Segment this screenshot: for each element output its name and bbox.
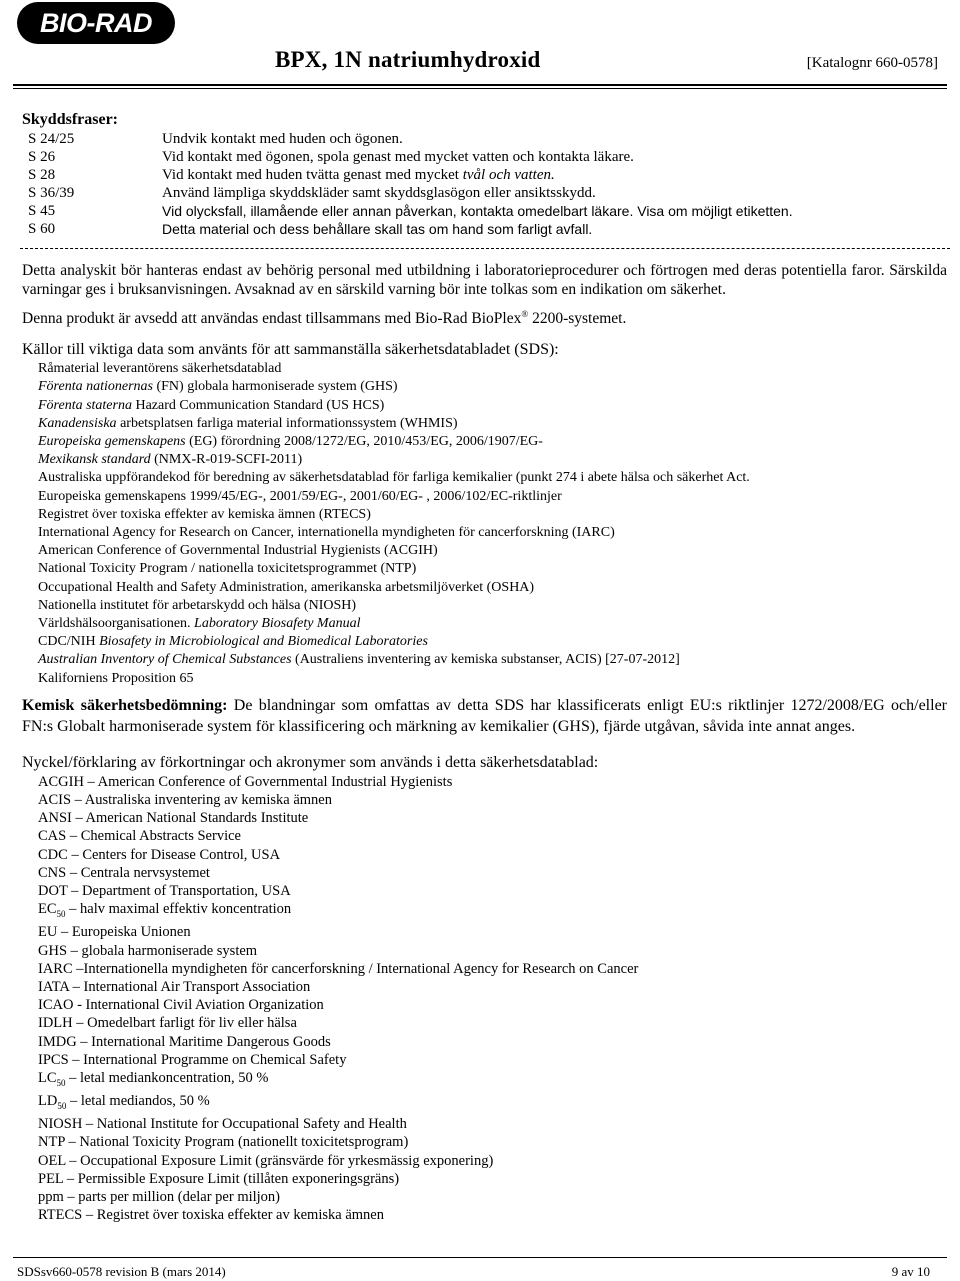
abbreviation-item <box>38 900 947 923</box>
safety-row <box>22 220 947 238</box>
source-text: arbetsplatsen farliga material informationssystem (WHMIS) <box>116 415 458 431</box>
abbreviations-heading: Nyckel/förklaring av förkortningar och akronymer som används i detta säkerhetsdatablad: <box>22 753 599 771</box>
source-italic: Europeiska gemenskapens <box>38 433 186 449</box>
source-item <box>38 433 947 451</box>
abbreviation-item: NIOSH – National Institute for Occupational Safety and Health <box>38 1116 407 1133</box>
abbreviation-item: IPCS – International Programme on Chemical Safety <box>38 1051 347 1068</box>
source-item: Registret över toxiska effekter av kemiska ämnen (RTECS) <box>38 506 371 522</box>
abbr-text: – halv maximal effektiv koncentration <box>65 901 292 918</box>
abbreviation-item: PEL – Permissible Exposure Limit (tillåten exponeringsgräns) <box>38 1170 400 1187</box>
safety-row <box>22 148 947 166</box>
source-item: Nationella institutet för arbetarskydd och hälsa (NIOSH) <box>38 597 357 613</box>
source-item: Occupational Health and Safety Administration, amerikanska arbetsmiljöverket (OSHA) <box>38 579 535 595</box>
safety-code: S 24/25 <box>28 131 75 147</box>
footer-page-number: 9 av 10 <box>891 1264 930 1279</box>
source-italic: Kanadensiska <box>38 415 117 431</box>
abbreviations-list <box>22 773 947 1225</box>
safety-code: S 45 <box>28 203 56 219</box>
source-item: Europeiska gemenskapens 1999/45/EG-, 2001/59/EG-, 2001/60/EG- , 2006/102/EC-riktlinjer <box>38 488 562 504</box>
source-item <box>38 378 947 396</box>
source-item: International Agency for Research on Cancer, internationella myndigheten för cancerforskning (IARC) <box>38 524 615 540</box>
source-item: Australiska uppförandekod för beredning av säkerhetsdatablad för farliga kemikalier (punkt 274 i abete hälsa och säkerhet Act. <box>38 470 750 486</box>
abbreviation-item: ANSI – American National Standards Institute <box>38 810 309 827</box>
abbreviation-item: ppm – parts per million (delar per miljon) <box>38 1188 281 1205</box>
abbreviation-item: NTP – National Toxicity Program (nationellt toxicitetsprogram) <box>38 1134 409 1151</box>
source-text: Hazard Communication Standard (US HCS) <box>131 397 385 413</box>
source-italic: Laboratory Biosafety Manual <box>194 616 361 631</box>
abbreviation-item: CNS – Centrala nervsystemet <box>38 864 210 881</box>
product-text: Denna produkt är avsedd att användas endast tillsammans med Bio-Rad BioPlex <box>22 310 522 328</box>
risk-text: De blandningar som omfattas av detta SDS har klassificerats enligt EU:s riktlinjer 1272/2008/EG och/eller FN:s Globalt harmoniserade system för klassificering och märkning av kemikalier (GHS), fjärde utgåvan, såvida inte annat anges. <box>22 696 947 735</box>
page-content <box>22 109 947 1224</box>
source-item: American Conference of Governmental Industrial Hygienists (ACGIH) <box>38 543 438 559</box>
catalog-number: [Katalognr 660-0578] <box>806 55 938 71</box>
abbreviation-item: GHS – globala harmoniserade system <box>38 942 258 959</box>
source-item <box>38 633 947 651</box>
abbreviation-item <box>38 1092 947 1115</box>
header-rule-thin <box>13 88 947 89</box>
abbreviation-item: IDLH – Omedelbart farligt för liv eller hälsa <box>38 1015 297 1032</box>
abbreviation-item: IMDG – International Maritime Dangerous Goods <box>38 1033 331 1050</box>
safety-code: S 60 <box>28 221 56 237</box>
section-divider <box>20 248 950 249</box>
subscript: 50 <box>57 1100 67 1111</box>
safety-row <box>22 130 947 148</box>
safety-text: Vid olycksfall, illamående eller annan påverkan, kontakta omedelbart läkare. Visa om möjligt etiketten. <box>162 203 793 219</box>
sources-heading: Källor till viktiga data som använts för att sammanställa säkerhetsdatabladet (SDS): <box>22 341 559 359</box>
abbreviation-item: ACGIH – American Conference of Governmental Industrial Hygienists <box>38 773 453 790</box>
header-rule <box>13 84 947 86</box>
abbreviation-item: ICAO - International Civil Aviation Organization <box>38 997 324 1014</box>
abbreviation-item: IATA – International Air Transport Association <box>38 978 311 995</box>
safety-text-main: Vid kontakt med huden tvätta genast med mycket <box>162 167 463 183</box>
safety-code: S 36/39 <box>28 185 75 201</box>
safety-heading: Skyddsfraser: <box>22 111 119 128</box>
source-text: CDC/NIH <box>38 634 100 650</box>
abbr: LC <box>38 1069 57 1086</box>
abbr-text: – letal mediankoncentration, 50 % <box>65 1069 269 1086</box>
subscript: 50 <box>56 1077 66 1088</box>
safety-text: Detta material och dess behållare skall tas om hand som farligt avfall. <box>162 221 593 237</box>
abbreviation-item: CDC – Centers for Disease Control, USA <box>38 846 281 863</box>
source-italic: Australian Inventory of Chemical Substances <box>38 652 292 668</box>
source-item: Kaliforniens Proposition 65 <box>38 670 194 686</box>
abbreviation-item: IARC –Internationella myndigheten för cancerforskning / International Agency for Research on Cancer <box>38 960 639 977</box>
source-italic: Förenta nationernas <box>38 379 153 395</box>
abbreviation-item: DOT – Department of Transportation, USA <box>38 883 291 900</box>
footer-rule <box>13 1257 947 1258</box>
safety-text-italic: tvål och vatten. <box>462 167 555 183</box>
abbreviation-item: ACIS – Australiska inventering av kemiska ämnen <box>38 792 332 809</box>
sources-list <box>22 360 947 688</box>
safety-text: Vid kontakt med ögonen, spola genast med mycket vatten och kontakta läkare. <box>162 149 634 165</box>
abbreviation-item: EU – Europeiska Unionen <box>38 924 191 941</box>
safety-row <box>22 166 947 184</box>
source-text: (NMX-R-019-SCFI-2011) <box>150 452 303 468</box>
safety-phrases <box>22 130 947 238</box>
source-item <box>38 615 947 633</box>
document-title: BPX, 1N natriumhydroxid <box>275 47 541 72</box>
abbr: EC <box>38 901 57 918</box>
safety-code: S 26 <box>28 149 56 165</box>
safety-code: S 28 <box>28 167 56 183</box>
source-item <box>38 651 947 669</box>
product-text-end: 2200-systemet. <box>528 310 627 328</box>
abbreviation-item <box>38 1069 947 1092</box>
source-item: National Toxicity Program / nationella toxicitetsprogrammet (NTP) <box>38 561 417 577</box>
source-italic: Förenta staterna <box>38 397 132 413</box>
handling-paragraph: Detta analyskit bör hanteras endast av behörig personal med utbildning i laboratorieprocedurer och förtrogen med deras potentiella faror. Särskilda varningar ges i bruksanvisningen. Avsaknad av en särskild varning bör inte tolkas som en indikation om säkerhet. <box>22 262 947 298</box>
safety-row <box>22 184 947 202</box>
safety-text: Använd lämpliga skyddskläder samt skyddsglasögon eller ansiktsskydd. <box>162 185 596 201</box>
source-text: (EG) förordning 2008/1272/EG, 2010/453/EG, 2006/1907/EG- <box>185 433 543 449</box>
risk-label: Kemisk säkerhetsbedömning: <box>22 696 228 714</box>
source-italic: Mexikansk standard <box>38 452 151 468</box>
abbr-text: – letal mediandos, 50 % <box>66 1093 210 1110</box>
bio-rad-logo: BIO-RAD <box>17 2 175 44</box>
source-text: (Australiens inventering av kemiska substanser, ACIS) [27-07-2012] <box>291 652 680 668</box>
safety-text: Undvik kontakt med huden och ögonen. <box>162 131 403 147</box>
source-item <box>38 451 947 469</box>
footer-document-id: SDSsv660-0578 revision B (mars 2014) <box>17 1264 226 1279</box>
subscript: 50 <box>56 909 66 920</box>
source-text: (FN) globala harmoniserade system (GHS) <box>152 379 398 395</box>
source-italic: Biosafety in Microbiological and Biomedical Laboratories <box>99 634 428 650</box>
source-text: Världshälsoorganisationen. <box>38 616 195 631</box>
registered-mark: ® <box>521 309 529 319</box>
risk-assessment <box>22 695 947 737</box>
abbreviation-item: OEL – Occupational Exposure Limit (gränsvärde för yrkesmässig exponering) <box>38 1152 494 1169</box>
safety-text <box>162 166 555 184</box>
abbr: LD <box>38 1093 58 1110</box>
abbreviation-item: RTECS – Registret över toxiska effekter av kemiska ämnen <box>38 1207 384 1224</box>
abbreviation-item: CAS – Chemical Abstracts Service <box>38 828 241 845</box>
safety-row <box>22 202 947 220</box>
source-item: Råmaterial leverantörens säkerhetsdatablad <box>38 361 282 377</box>
source-item <box>38 415 947 433</box>
product-paragraph <box>22 305 947 328</box>
source-item <box>38 397 947 415</box>
